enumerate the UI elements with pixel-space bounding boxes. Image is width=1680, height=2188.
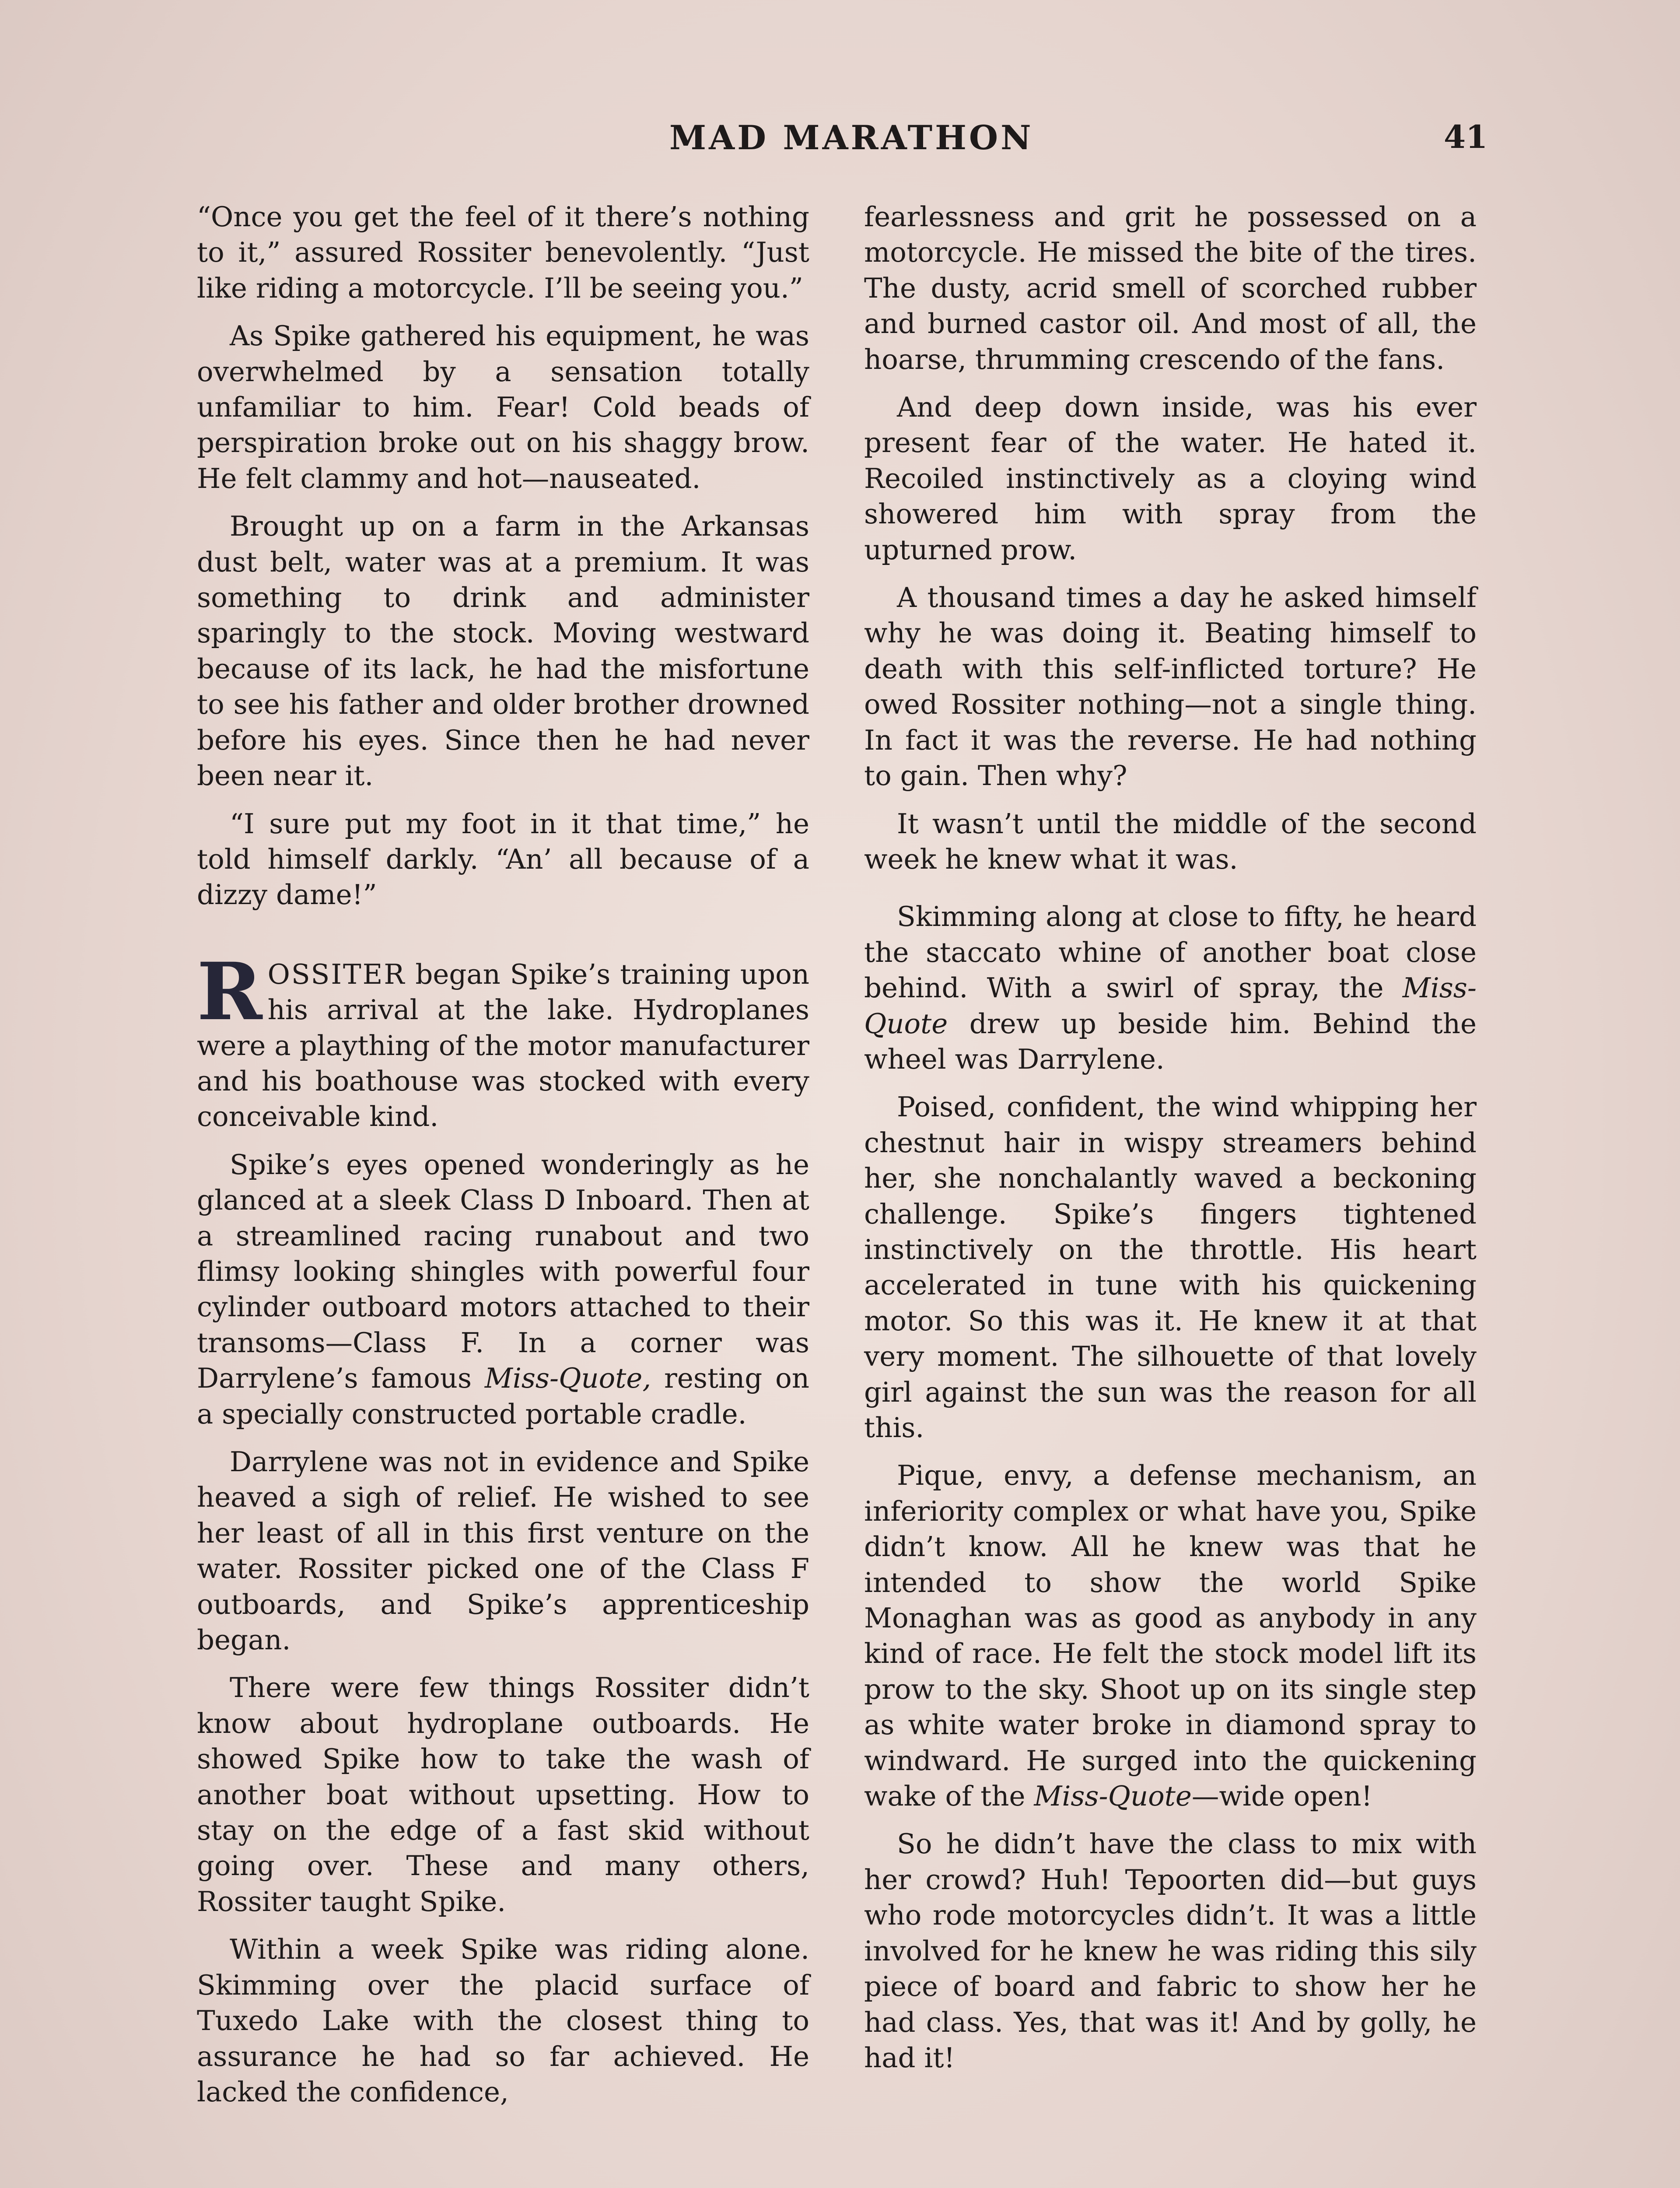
section-opening-paragraph bbox=[197, 945, 809, 1135]
paragraph: Poised, confident, the wind whipping her chestnut hair in wispy streamers behind her, she nonchalantly waved a beckoning challenge. Spike’s fingers tightened instinctively on the throttle. His heart accelerated in tune with his quickening motor. So this was it. He knew it at that very moment. The silhouette of that lovely girl against the sun was the reason for all this. bbox=[864, 1091, 1477, 1444]
paragraph: As Spike gathered his equipment, he was overwhelmed by a sensation totally unfamiliar to him. Fear! Cold beads of perspiration broke out on his shaggy brow. He felt clammy and hot—nauseated. bbox=[197, 320, 809, 494]
paragraph-text: Pique, envy, a defense mechanism, an inferiority complex or what have you, Spike didn’t know. All he knew was that he intended to show the world Spike Monaghan was as good as anybody in any kind of race. He felt the stock model lift its prow to the sky. Shoot up on its single step as white water broke in diamond spray to windward. He surged into the quickening wake of the bbox=[864, 1459, 1477, 1813]
paragraph-text: Skimming along at close to fifty, he heard the staccato whine of another boat close behind. With a swirl of spray, the bbox=[864, 901, 1477, 1004]
boat-name: Miss-Quote bbox=[1034, 1780, 1192, 1813]
paragraph bbox=[864, 1458, 1477, 1814]
paragraph: A thousand times a day he asked himself why he was doing it. Beating himself to death with this self-inflicted torture? He owed Rossiter nothing—not a single thing. In fact it was the reverse. He had nothing to gain. Then why? bbox=[864, 582, 1477, 792]
paragraph bbox=[197, 1147, 809, 1432]
running-title: MAD MARATHON bbox=[669, 118, 1034, 157]
small-caps-lead: OSSITER bbox=[267, 958, 406, 990]
boat-name: Miss-Quote, bbox=[484, 1362, 651, 1395]
running-head bbox=[0, 118, 1680, 162]
paragraph: Brought up on a farm in the Arkansas dust belt, water was at a premium. It was something to drink and administer sparingly to the stock. Moving westward because of its lack, he had the misfortune to see his father and older brother drowned before his eyes. Since then he had never been near it. bbox=[197, 510, 809, 792]
paragraph: “I sure put my foot in it that time,” he told himself darkly. “An’ all because of a dizzy dame!” bbox=[197, 807, 809, 911]
paragraph-text: resting on a specially constructed portable cradle. bbox=[197, 1362, 809, 1430]
left-column bbox=[197, 199, 809, 2188]
drop-cap: R bbox=[197, 945, 262, 1038]
paragraph: There were few things Rossiter didn’t know about hydroplane outboards. He showed Spike how to take the wash of another boat without upsetting. How to stay on the edge of a fast skid without going over. These and many others, Rossiter taught Spike. bbox=[197, 1672, 809, 1918]
paragraph-text: Spike’s eyes opened wonderingly as he glanced at a sleek Class D Inboard. Then at a streamlined racing runabout and two flimsy looking shingles with powerful four cylinder outboard motors attached to their transoms—Class F. In a corner was Darrylene’s famous bbox=[197, 1148, 809, 1395]
paragraph: Within a week Spike was riding alone. Skimming over the placid surface of Tuxedo Lake with the closest thing to assurance he had so far achieved. He lacked the confidence, bbox=[197, 1933, 809, 2108]
paragraph: It wasn’t until the middle of the second week he knew what it was. bbox=[864, 807, 1477, 875]
right-column bbox=[864, 199, 1477, 2188]
paragraph-text: began Spike’s training upon his arrival at the lake. Hydroplanes were a plaything of the motor manufacturer and his boathouse was stocked with every conceivable kind. bbox=[197, 958, 809, 1133]
paragraph: And deep down inside, was his ever present fear of the water. He hated it. Recoiled instinctively as a cloying wind showered him with spray from the upturned prow. bbox=[864, 391, 1477, 566]
paragraph: So he didn’t have the class to mix with her crowd? Huh! Tepoorten did—but guys who rode motorcycles didn’t. It was a little involved for he knew he was riding this sily piece of board and fabric to show her he had class. Yes, that was it! And by golly, he had it! bbox=[864, 1828, 1477, 2074]
paragraph bbox=[864, 899, 1477, 1077]
paragraph-text: —wide open! bbox=[1191, 1780, 1372, 1813]
page-number: 41 bbox=[1444, 118, 1488, 155]
boat-name: Miss-Quote bbox=[864, 972, 1477, 1040]
paragraph: “Once you get the feel of it there’s nothing to it,” assured Rossiter benevolently. “Just like riding a motorcycle. I’ll be seeing you.” bbox=[197, 201, 809, 304]
paragraph: Darrylene was not in evidence and Spike heaved a sigh of relief. He wished to see her least of all in this first venture on the water. Rossiter picked one of the Class F outboards, and Spike’s apprenticeship began. bbox=[197, 1446, 809, 1656]
paragraph: fearlessness and grit he possessed on a motorcycle. He missed the bite of the tires. The dusty, acrid smell of scorched rubber and burned castor oil. And most of all, the hoarse, thrumming crescendo of the fans. bbox=[864, 201, 1477, 375]
paragraph-text: drew up beside him. Behind the wheel was Darrylene. bbox=[864, 1007, 1477, 1075]
